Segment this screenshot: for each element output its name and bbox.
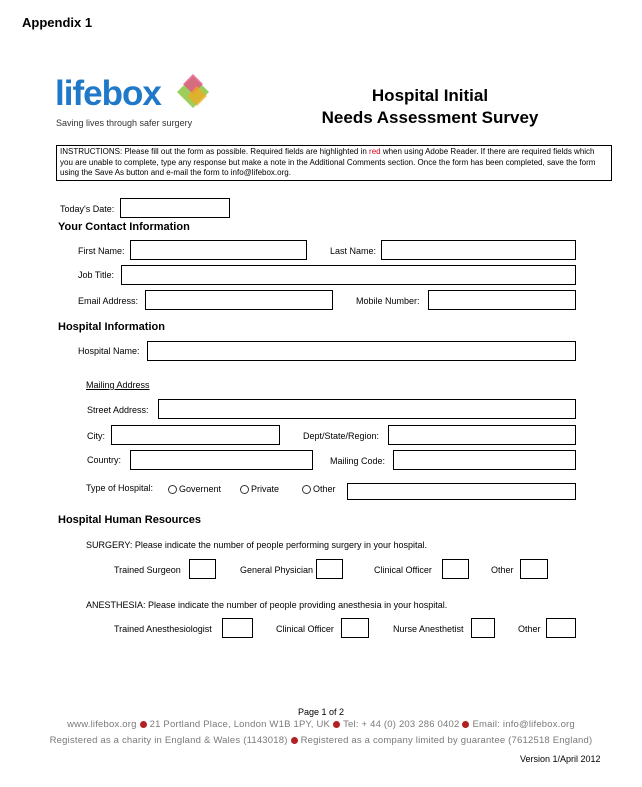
street-label: Street Address: xyxy=(87,405,149,415)
email-field[interactable] xyxy=(145,290,333,310)
nurse-anesthetist-field[interactable] xyxy=(471,618,495,638)
logo-wordmark: lifebox xyxy=(55,74,161,113)
hr-heading: Hospital Human Resources xyxy=(58,514,202,526)
footer-company-reg: Registered as a company limited by guarantee (7612518 England) xyxy=(300,735,593,746)
logo-tagline: Saving lives through safer surgery xyxy=(56,118,193,128)
footer-dot-icon xyxy=(333,721,340,728)
hospital-name-field[interactable] xyxy=(147,341,576,361)
page-number: Page 1 of 2 xyxy=(297,707,345,717)
instructions-text-2: when using Adobe Reader. If there are required fields which you are unable to complete, type any response but make a note in the Additional Comments section. Once the form has been completed, save the form using the Save As button and e-mail the form to info@lifebox.org. xyxy=(60,147,596,177)
instructions-box xyxy=(56,145,612,181)
lifebox-logo xyxy=(55,70,205,130)
version-label: Version 1/April 2012 xyxy=(520,754,601,764)
page-title-line2: Needs Assessment Survey xyxy=(321,108,539,127)
appendix-label: Appendix 1 xyxy=(22,15,93,30)
mailing-code-field[interactable] xyxy=(393,450,576,470)
general-physician-field[interactable] xyxy=(316,559,343,579)
email-label: Email Address: xyxy=(78,296,139,306)
mobile-field[interactable] xyxy=(428,290,576,310)
footer-dot-icon xyxy=(291,737,298,744)
nurse-anesthetist-label: Nurse Anesthetist xyxy=(393,624,464,634)
todays-date-label: Today's Date: xyxy=(60,204,115,214)
first-name-field[interactable] xyxy=(130,240,307,260)
trained-anesthesiologist-field[interactable] xyxy=(222,618,253,638)
footer-registration-line xyxy=(0,735,642,746)
anesthesia-other-label: Other xyxy=(518,624,541,634)
trained-surgeon-field[interactable] xyxy=(189,559,216,579)
state-label: Dept/State/Region: xyxy=(303,431,380,441)
surgery-other-label: Other xyxy=(491,565,514,575)
radio-other[interactable] xyxy=(302,485,311,494)
street-field[interactable] xyxy=(158,399,576,419)
instructions-red-word: red xyxy=(369,147,381,156)
last-name-field[interactable] xyxy=(381,240,576,260)
hospital-heading: Hospital Information xyxy=(58,321,165,333)
city-field[interactable] xyxy=(111,425,280,445)
city-label: City: xyxy=(87,431,105,441)
state-field[interactable] xyxy=(388,425,576,445)
trained-surgeon-label: Trained Surgeon xyxy=(114,565,181,575)
surgery-other-field[interactable] xyxy=(520,559,548,579)
instructions-text-1: INSTRUCTIONS: Please fill out the form as possible. Required fields are highlighted in xyxy=(60,147,370,156)
job-title-label: Job Title: xyxy=(78,270,115,280)
anesthesia-clinical-officer-label: Clinical Officer xyxy=(276,624,334,634)
radio-private[interactable] xyxy=(240,485,249,494)
footer-email: Email: info@lifebox.org xyxy=(472,719,575,730)
radio-other-label: Other xyxy=(313,484,336,494)
radio-government-label: Governent xyxy=(179,484,222,494)
general-physician-label: General Physician xyxy=(240,565,314,575)
footer-dot-icon xyxy=(140,721,147,728)
surgery-prompt: SURGERY: Please indicate the number of people performing surgery in your hospital. xyxy=(86,540,428,550)
todays-date-field[interactable] xyxy=(120,198,230,218)
trained-anesthesiologist-label: Trained Anesthesiologist xyxy=(114,624,212,634)
footer-charity-reg: Registered as a charity in England & Wales (1143018) xyxy=(49,735,288,746)
radio-private-label: Private xyxy=(251,484,280,494)
footer-address: 21 Portland Place, London W1B 1PY, UK xyxy=(149,719,331,730)
anesthesia-clinical-officer-field[interactable] xyxy=(341,618,369,638)
last-name-label: Last Name: xyxy=(330,246,377,256)
footer-dot-icon xyxy=(462,721,469,728)
job-title-field[interactable] xyxy=(121,265,576,285)
surgery-clinical-officer-field[interactable] xyxy=(442,559,469,579)
contact-heading: Your Contact Information xyxy=(58,221,190,233)
hospital-name-label: Hospital Name: xyxy=(78,346,140,356)
anesthesia-prompt: ANESTHESIA: Please indicate the number of people providing anesthesia in your hospital. xyxy=(86,600,448,610)
first-name-label: First Name: xyxy=(78,246,125,256)
mailing-code-label: Mailing Code: xyxy=(330,456,386,466)
footer-contact-line xyxy=(0,719,642,730)
surgery-clinical-officer-label: Clinical Officer xyxy=(374,565,432,575)
hospital-type-label: Type of Hospital: xyxy=(86,483,154,493)
logo-mark-icon xyxy=(173,72,213,112)
footer-website: www.lifebox.org xyxy=(67,719,137,730)
mailing-address-heading: Mailing Address xyxy=(86,380,150,390)
hospital-type-other-field[interactable] xyxy=(347,483,576,500)
radio-government[interactable] xyxy=(168,485,177,494)
anesthesia-other-field[interactable] xyxy=(546,618,576,638)
footer-phone: Tel: + 44 (0) 203 286 0402 xyxy=(343,719,460,730)
country-field[interactable] xyxy=(130,450,313,470)
page-title-line1: Hospital Initial xyxy=(371,86,489,105)
mobile-label: Mobile Number: xyxy=(356,296,420,306)
country-label: Country: xyxy=(87,455,122,465)
